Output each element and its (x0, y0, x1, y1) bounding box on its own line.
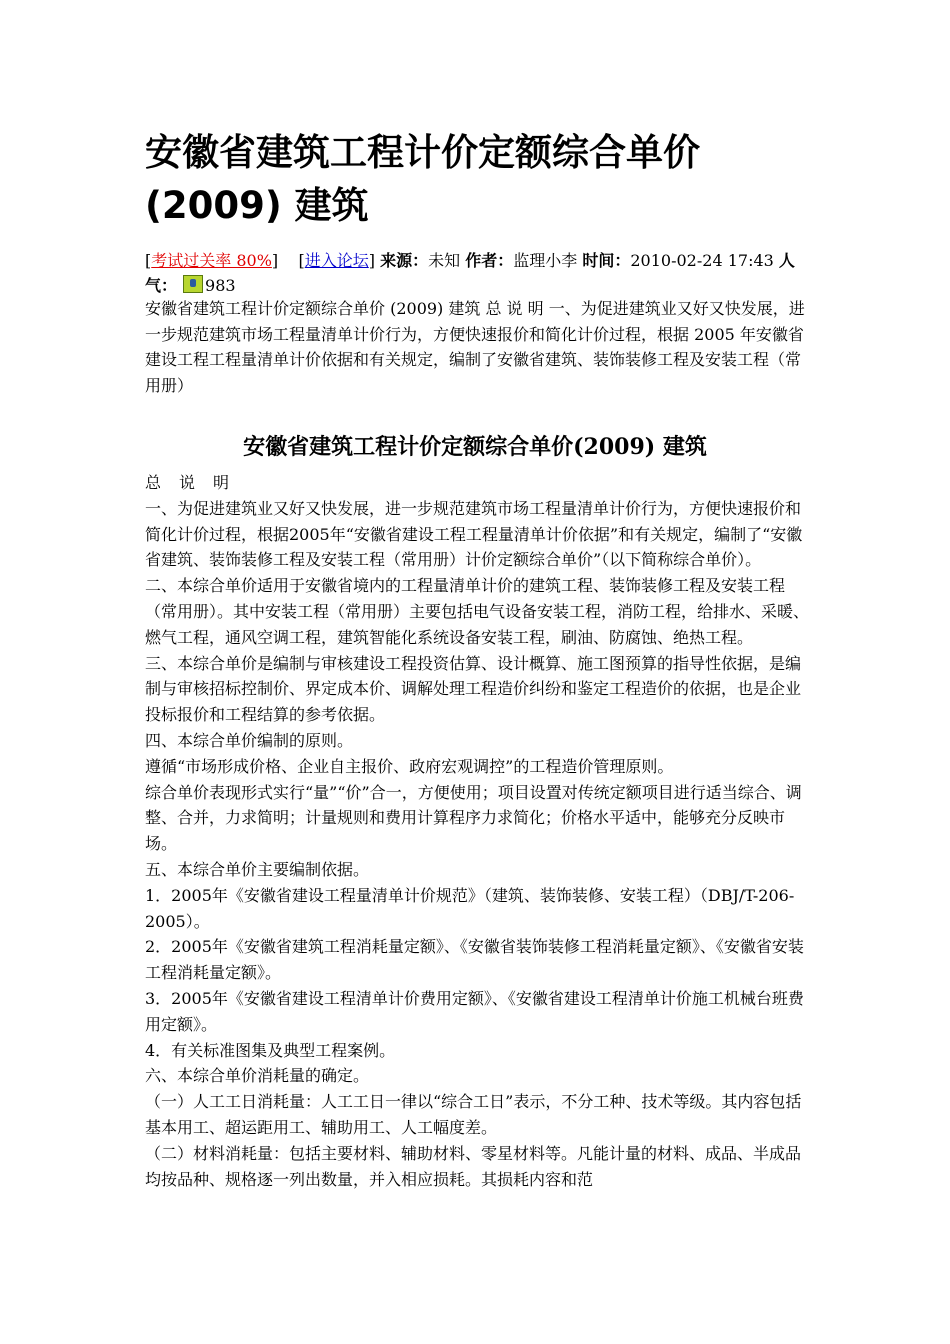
body-heading: 总说明 (145, 473, 248, 492)
paragraph: （二）材料消耗量：包括主要材料、辅助材料、零星材料等。凡能计量的材料、成品、半成品均按品种、规格逐一列出数量，并入相应损耗。其损耗内容和范 (145, 1143, 802, 1189)
author-value: 监理小李 (513, 251, 578, 270)
popularity-icon (183, 275, 203, 293)
paragraph: 三、本综合单价是编制与审核建设工程投资估算、设计概算、施工图预算的指导性依据，是编制与审核招标控制价、界定成本价、调解处理工程造价纠纷和鉴定工程造价的依据，也是企业投标报价和工程结算的参考依据。 (145, 653, 802, 725)
pass-rate-link[interactable]: 考试过关率 80% (151, 251, 272, 270)
paragraph: 一、为促进建筑业又好又快发展，进一步规范建筑市场工程量清单计价行为，方便快速报价和简化计价过程，根据2005年“安徽省建设工程工程量清单计价依据”和有关规定，编制了“安徽省建筑、装饰装修工程及安装工程（常用册）计价定额综合单价”（以下简称综合单价）。 (145, 498, 803, 570)
popularity-value: 983 (205, 276, 236, 295)
article-meta: [考试过关率 80%] [进入论坛] 来源：未知 作者：监理小李 时间：2010-02-24 17:43 人气： 983 (145, 251, 795, 295)
paragraph: 二、本综合单价适用于安徽省境内的工程量清单计价的建筑工程、装饰装修工程及安装工程（常用册）。其中安装工程（常用册）主要包括电气设备安装工程，消防工程，给排水、采暖、燃气工程，通风空调工程，建筑智能化系统设备安装工程，刷油、防腐蚀、绝热工程。 (145, 576, 810, 647)
article-body (145, 470, 810, 1192)
time-value: 2010-02-24 17:43 (630, 251, 774, 270)
paragraph: 4．有关标准图集及典型工程案例。 (145, 1040, 396, 1060)
paragraph: 五、本综合单价主要编制依据。 (145, 859, 370, 879)
title-line-2: (2009) 建筑 (145, 184, 369, 227)
forum-link[interactable]: 进入论坛 (304, 251, 369, 270)
intro-summary: 安徽省建筑工程计价定额综合单价 (2009) 建筑 总 说 明 一、为促进建筑业又好又快发展，进一步规范建筑市场工程量清单计价行为，方便快速报价和简化计价过程，根据 2005 年安徽省建设工程工程量清单计价依据和有关规定，编制了安徽省建筑、装饰装修工程及安装工程（常用册） (145, 299, 805, 395)
source-label: 来源： (380, 251, 429, 270)
article-title (145, 126, 845, 232)
paragraph: 2．2005年《安徽省建筑工程消耗量定额》、《安徽省装饰装修工程消耗量定额》、《安徽省安装工程消耗量定额》。 (145, 937, 804, 983)
paragraph: 综合单价表现形式实行“量”“价”合一，方便使用；项目设置对传统定额项目进行适当综合、调整、合并，力求简明；计量规则和费用计算程序力求简化；价格水平适中，能够充分反映市场。 (145, 782, 802, 854)
paragraph: （一）人工工日消耗量：人工工日一律以“综合工日”表示，不分工种、技术等级。其内容包括基本用工、超运距用工、辅助用工、人工幅度差。 (145, 1092, 802, 1137)
author-label: 作者： (465, 251, 514, 270)
popularity-label: 人气： (145, 251, 795, 295)
paragraph: 3．2005年《安徽省建设工程清单计价费用定额》、《安徽省建设工程清单计价施工机械台班费用定额》。 (145, 988, 804, 1034)
section-title: 安徽省建筑工程计价定额综合单价(2009) 建筑 (243, 434, 707, 460)
paragraph: 四、本综合单价编制的原则。 (145, 730, 354, 750)
source-value: 未知 (428, 251, 461, 270)
paragraph: 六、本综合单价消耗量的确定。 (145, 1066, 370, 1086)
paragraph: 1．2005年《安徽省建设工程量清单计价规范》（建筑、装饰装修、安装工程）（DBJ/T-206-2005）。 (145, 885, 795, 931)
title-line-1: 安徽省建筑工程计价定额综合单价 (145, 131, 700, 174)
paragraph: 遵循“市场形成价格、企业自主报价、政府宏观调控”的工程造价管理原则。 (145, 756, 674, 776)
time-label: 时间： (582, 251, 631, 270)
